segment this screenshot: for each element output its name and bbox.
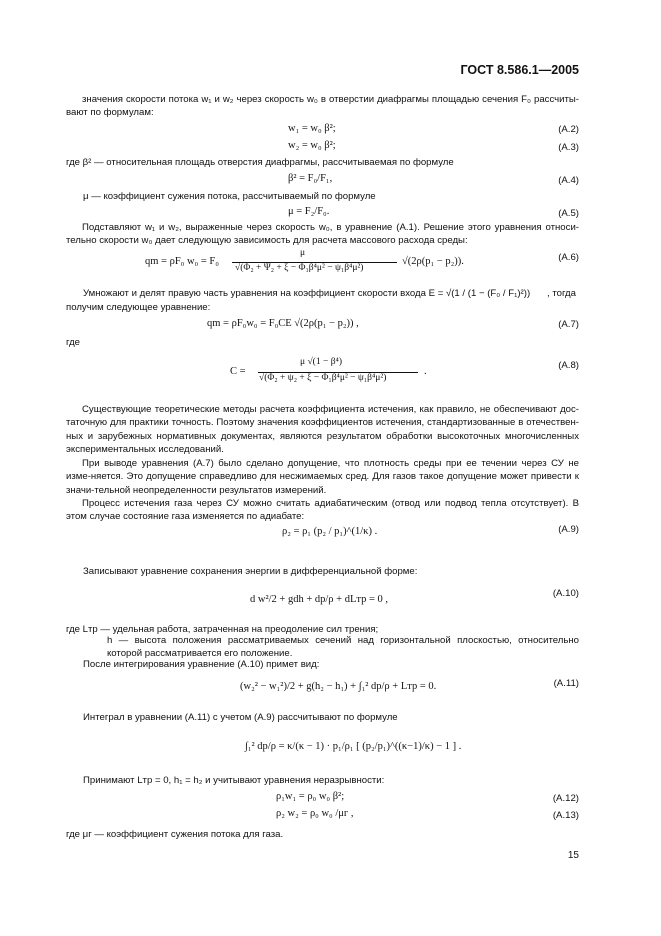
equation-a6-denominator: √(Φ₂ + Ψ₂ + ξ − Φ₁β⁴μ² − ψ₁β⁴μ²) (235, 263, 364, 273)
equation-number-a3: (А.3) (558, 142, 579, 153)
document-header: ГОСТ 8.586.1—2005 (460, 63, 579, 77)
equation-number-a2: (А.2) (558, 124, 579, 135)
equation-a9: ρ₂ = ρ₁ (p₂ / p₁)^(1/κ) . (282, 526, 378, 537)
paragraph-adiabatic: Процесс истечения газа через СУ можно считать адиабатическим (отвод или подвод тепла отсутствует). В этом случае состояние газа изменяется по адиабате: (66, 498, 579, 523)
equation-a3: w₂ = w₀ β²; (288, 140, 336, 151)
equation-a10: d w²/2 + gdh + dp/ρ + dLтр = 0 , (250, 594, 388, 605)
equation-a8-tail: . (424, 366, 427, 377)
equation-number-a4: (А.4) (558, 175, 579, 186)
equation-number-a10: (А.10) (552, 588, 579, 599)
paragraph-substitution: Подставляют w₁ и w₂, выраженные через скорость w₀, в уравнение (А.1). Решение этого уравнения относи-тельно скорости w₀ дает следующую зависимость для расчета массового расхода среды: (66, 222, 579, 247)
equation-a8-lhs: C = (230, 366, 246, 377)
equation-a6-lhs: qm = ρF₀ w₀ = F₀ (145, 256, 219, 267)
paragraph-gas-contraction: где μг — коэффициент сужения потока для газа. (66, 829, 284, 840)
paragraph-beta-definition: где β² — относительная площадь отверстия диафрагмы, рассчитываемая по формуле (66, 157, 454, 168)
equation-number-a13: (А.13) (552, 810, 579, 821)
paragraph-theoretical-methods: Существующие теоретические методы расчета коэффициента истечения, как правило, не обеспечивают дос-таточную для практики точность. Поэтому значения коэффициентов истечения, стандартизованные в отечествен-ных и зарубежных нормативных документах, являются результатом обработки высокоточных многочисленных экспериментальных исследований. (66, 404, 579, 456)
paragraph-friction-work: где Lтр — удельная работа, затраченная на преодоление сил трения; (66, 624, 379, 635)
equation-number-a12: (А.12) (552, 793, 579, 804)
paragraph-velocity-intro: значения скорости потока w₁ и w₂ через скорость w₀ в отверстии диафрагмы площадью сечения F₀ рассчиты-вают по формулам: (66, 94, 579, 119)
equation-a11: (w₂² − w₁²)/2 + g(h₂ − h₁) + ∫₁² dp/ρ + Lтр = 0. (240, 681, 437, 692)
paragraph-energy-conservation: Записывают уравнение сохранения энергии в дифференциальной форме: (83, 566, 418, 577)
equation-a13: ρ₂ w₂ = ρ₀ w₀ /μг , (276, 808, 354, 819)
paragraph-velocity-coefficient-tail: , тогда (547, 288, 576, 299)
equation-a5: μ = F₂/F₀. (288, 206, 330, 217)
equation-integral: ∫₁² dp/ρ = κ/(κ − 1) · p₁/ρ₁ [ (p₂/p₁)^((κ−1)/κ) − 1 ] . (245, 741, 462, 752)
paragraph-assumption: При выводе уравнения (А.7) было сделано допущение, что плотность среды при ее течении через СУ не изме-няется. Это допущение справедливо для несжимаемых сред. Для газов такое допущение может привести к значи-тельной неопределенности результатов измерений. (66, 458, 579, 496)
equation-a7: qm = ρF₀w₀ = F₀CE √(2ρ(p₁ − p₂)) , (207, 318, 359, 329)
paragraph-after-integration: После интегрирования уравнение (А.10) примет вид: (83, 659, 320, 670)
paragraph-integral: Интеграл в уравнении (А.11) с учетом (А.9) рассчитывают по формуле (83, 712, 398, 723)
equation-a8-denominator: √(Φ₂ + ψ₂ + ξ − Φ₁β⁴μ² − ψ₁β⁴μ²) (259, 373, 387, 383)
equation-number-a6: (А.6) (558, 252, 579, 263)
paragraph-mu-definition: μ — коэффициент сужения потока, рассчитываемый по формуле (83, 191, 376, 202)
equation-a12: ρ₁w₁ = ρ₀ w₀ β²; (276, 791, 345, 802)
paragraph-continuity: Принимают Lтр = 0, h₁ = h₂ и учитывают уравнения неразрывности: (83, 775, 385, 786)
equation-a6-tail: √(2ρ(p₁ − p₂)). (402, 256, 464, 267)
equation-number-a7: (А.7) (558, 319, 579, 330)
paragraph-velocity-coefficient: Умножают и делят правую часть уравнения на коэффициент скорости входа E = √(1 / (1 − (F₀ / F₁)²)) (83, 288, 531, 299)
equation-number-a5: (А.5) (558, 208, 579, 219)
page-number: 15 (567, 850, 579, 861)
paragraph-where: где (66, 337, 81, 348)
equation-number-a11: (А.11) (553, 678, 579, 689)
paragraph-following-equation: получим следующее уравнение: (66, 302, 211, 313)
paragraph-height-definition: h — высота положения рассматриваемых сечений над горизонтальной плоскостью, относительно которой рассматривается его положение. (107, 635, 579, 660)
equation-a4: β² = F₀/F₁, (288, 173, 333, 184)
equation-a6-numerator: μ (300, 248, 306, 258)
equation-a8-numerator: μ √(1 − β⁴) (300, 357, 343, 367)
equation-number-a9: (А.9) (558, 524, 579, 535)
equation-number-a8: (А.8) (558, 360, 579, 371)
equation-a2: w₁ = w₀ β²; (288, 123, 336, 134)
